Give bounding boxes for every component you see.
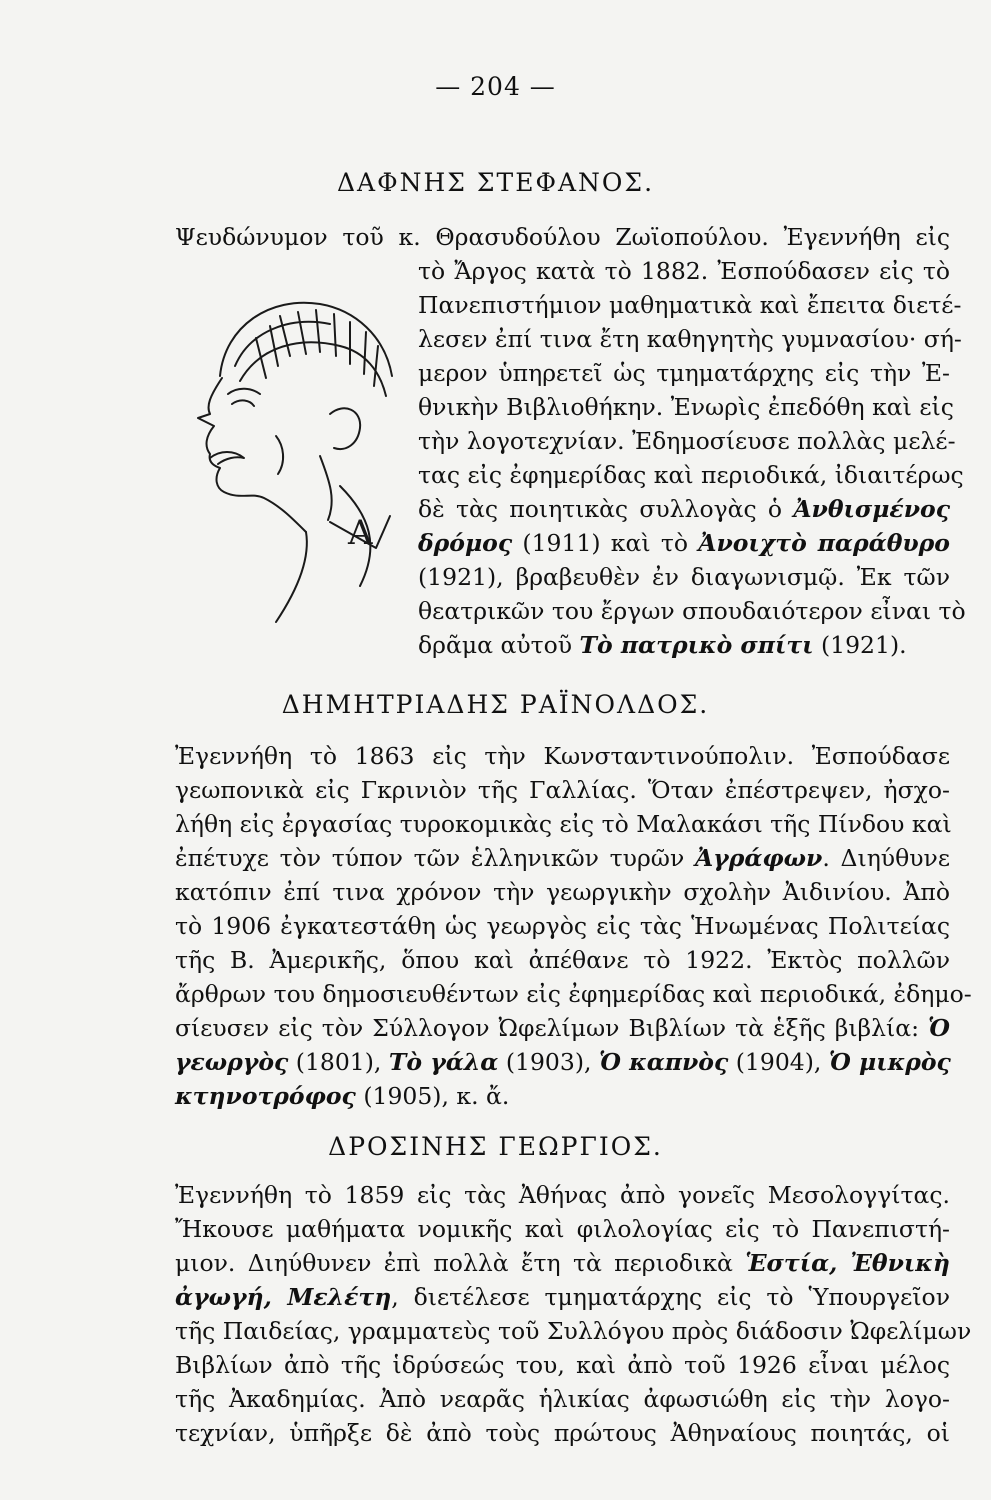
jaw-stroke	[320, 456, 332, 520]
text-line: Ἐγεννήθη τὸ 1863 εἰς τὴν Κωνσταντινούπολιν. Ἐσπούδασε	[175, 742, 950, 770]
ear-stroke	[330, 408, 360, 449]
text-line: τεχνίαν, ὑπῆρξε δὲ ἀπὸ τοὺς πρώτους Ἀθηναίους ποιητάς, οἱ	[175, 1419, 950, 1447]
collar-stroke	[276, 532, 307, 622]
text-line: ἐπέτυχε τὸν τύπον τῶν ἑλληνικῶν τυρῶν Ἀγράφων. Διηύθυνε	[175, 844, 950, 872]
text-line: τὴν λογοτεχνίαν. Ἐδημοσίευσε πολλὰς μελέ-	[418, 427, 956, 455]
book-title: Ὁ μικρὸς	[828, 1048, 951, 1076]
text-line: κατόπιν ἐπί τινα χρόνον τὴν γεωργικὴν σχολὴν Ἀιδινίου. Ἀπὸ	[175, 878, 950, 906]
text-line: τὸ 1906 ἐγκατεστάθη ὡς γεωργὸς εἰς τὰς Ἡνωμένας Πολιτείας	[175, 912, 950, 940]
text-line: Βιβλίων ἀπὸ τῆς ἱδρύσεώς του, καὶ ἀπὸ τοῦ 1926 εἶναι μέλος	[175, 1351, 950, 1379]
eye-stroke	[232, 400, 254, 406]
page-number: — 204 —	[435, 72, 556, 101]
text-line: τας εἰς ἐφημερίδας καὶ περιοδικά, ἰδιαιτέρως	[418, 461, 964, 489]
book-title: γεωργὸς	[175, 1048, 289, 1076]
mustache-stroke	[210, 452, 244, 464]
book-title: Ὁ καπνὸς	[598, 1048, 729, 1076]
text-line: θνικὴν Βιβλιοθήκην. Ἐνωρὶς ἐπεδόθη καὶ εἰς	[418, 393, 954, 421]
text-line: γεωπονικὰ εἰς Γκρινιὸν τῆς Γαλλίας. Ὅταν ἐπέστρεψεν, ἠσχο-	[175, 776, 950, 804]
book-title: Ἀγράφων	[694, 844, 823, 872]
text-line: Πανεπιστήμιον μαθηματικὰ καὶ ἔπειτα διετέ-	[418, 291, 962, 319]
book-title: Τὸ γάλα	[388, 1048, 499, 1076]
hair-stroke	[256, 326, 278, 378]
book-title: δρόμος	[418, 529, 513, 557]
text-line: τῆς Β. Ἀμερικῆς, ὅπου καὶ ἀπέθανε τὸ 1922. Ἐκτὸς πολλῶν	[175, 946, 950, 974]
book-title: ἀγωγή, Μελέτη	[175, 1283, 392, 1311]
text-line: μιον. Διηύθυνεν ἐπὶ πολλὰ ἔτη τὰ περιοδικὰ Ἑστία, Ἐθνικὴ	[175, 1249, 950, 1277]
book-title: κτηνοτρόφος	[175, 1082, 356, 1110]
text-line: τῆς Ἀκαδημίας. Ἀπὸ νεαρᾶς ἡλικίας ἀφωσιώθη εἰς τὴν λογο-	[175, 1385, 950, 1413]
entry-heading: ΔΗΜΗΤΡΙΑΔΗΣ ΡΑΪΝΟΛΔΟΣ.	[281, 690, 710, 719]
text-line: Ἤκουσε μαθήματα νομικῆς καὶ φιλολογίας εἰς τὸ Πανεπιστή-	[175, 1215, 950, 1243]
signature-mark: A	[348, 513, 373, 553]
brow-stroke	[228, 389, 260, 394]
entry-heading: ΔΡΟΣΙΝΗΣ ΓΕΩΡΓΙΟΣ.	[328, 1132, 663, 1161]
text-line: τὸ Ἄργος κατὰ τὸ 1882. Ἐσπούδασεν εἰς τὸ	[418, 257, 950, 285]
book-title: Ἑστία, Ἐθνικὴ	[745, 1249, 950, 1277]
entry-heading: ΔΑΦΝΗΣ ΣΤΕΦΑΝΟΣ.	[336, 168, 655, 197]
text-line: Ψευδώνυμον τοῦ κ. Θρασυδούλου Ζωϊοπούλου. Ἐγεννήθη εἰς	[175, 223, 950, 251]
text-line: μερον ὑπηρετεῖ ὡς τμηματάρχης εἰς τὴν Ἐ-	[418, 359, 950, 387]
text-line: Ἐγεννήθη τὸ 1859 εἰς τὰς Ἀθήνας ἀπὸ γονεῖς Μεσολογγίτας.	[175, 1181, 950, 1209]
text-line: ἄρθρων του δημοσιευθέντων εἰς ἐφημερίδας καὶ περιοδικά, ἐδημο-	[175, 980, 972, 1008]
book-title: Ἀνοιχτὸ παράθυρο	[698, 529, 950, 557]
text-line: δρᾶμα αὐτοῦ Τὸ πατρικὸ σπίτι (1921).	[418, 631, 907, 659]
text-line: δὲ τὰς ποιητικὰς συλλογὰς ὁ Ἀνθισμένος	[418, 495, 950, 523]
text-line: τῆς Παιδείας, γραμματεὺς τοῦ Συλλόγου πρὸς διάδοσιν Ὠφελίμων	[175, 1317, 972, 1345]
text-line: λεσεν ἐπί τινα ἔτη καθηγητὴς γυμνασίου· σή-	[418, 325, 962, 353]
text-line: (1921), βραβευθὲν ἐν διαγωνισμῷ. Ἐκ τῶν	[418, 563, 950, 591]
book-title: Τὸ πατρικὸ σπίτι	[579, 631, 814, 659]
book-title: Ἀνθισμένος	[793, 495, 950, 523]
text-line: κτηνοτρόφος (1905), κ. ἄ.	[175, 1082, 510, 1110]
text-line: ἀγωγή, Μελέτη, διετέλεσε τμηματάρχης εἰς τὸ Ὑπουργεῖον	[175, 1283, 950, 1311]
text-line: λήθη εἰς ἐργασίας τυροκομικὰς εἰς τὸ Μαλακάσι τῆς Πίνδου καὶ	[175, 810, 952, 838]
text-line: δρόμος (1911) καὶ τὸ Ἀνοιχτὸ παράθυρο	[418, 529, 950, 557]
text-line: σίευσεν εἰς τὸν Σύλλογον Ὠφελίμων Βιβλίων τὰ ἑξῆς βιβλία: Ὁ	[175, 1014, 950, 1042]
cheek-stroke	[276, 436, 283, 474]
text-line: θεατρικῶν του ἔργων σπουδαιότερον εἶναι τὸ	[418, 597, 966, 625]
portrait-sketch	[180, 286, 412, 636]
text-line: γεωργὸς (1801), Τὸ γάλα (1903), Ὁ καπνὸς (1904), Ὁ μικρὸς	[175, 1048, 951, 1076]
hair-stroke	[280, 310, 378, 386]
book-title: Ὁ	[928, 1014, 950, 1042]
